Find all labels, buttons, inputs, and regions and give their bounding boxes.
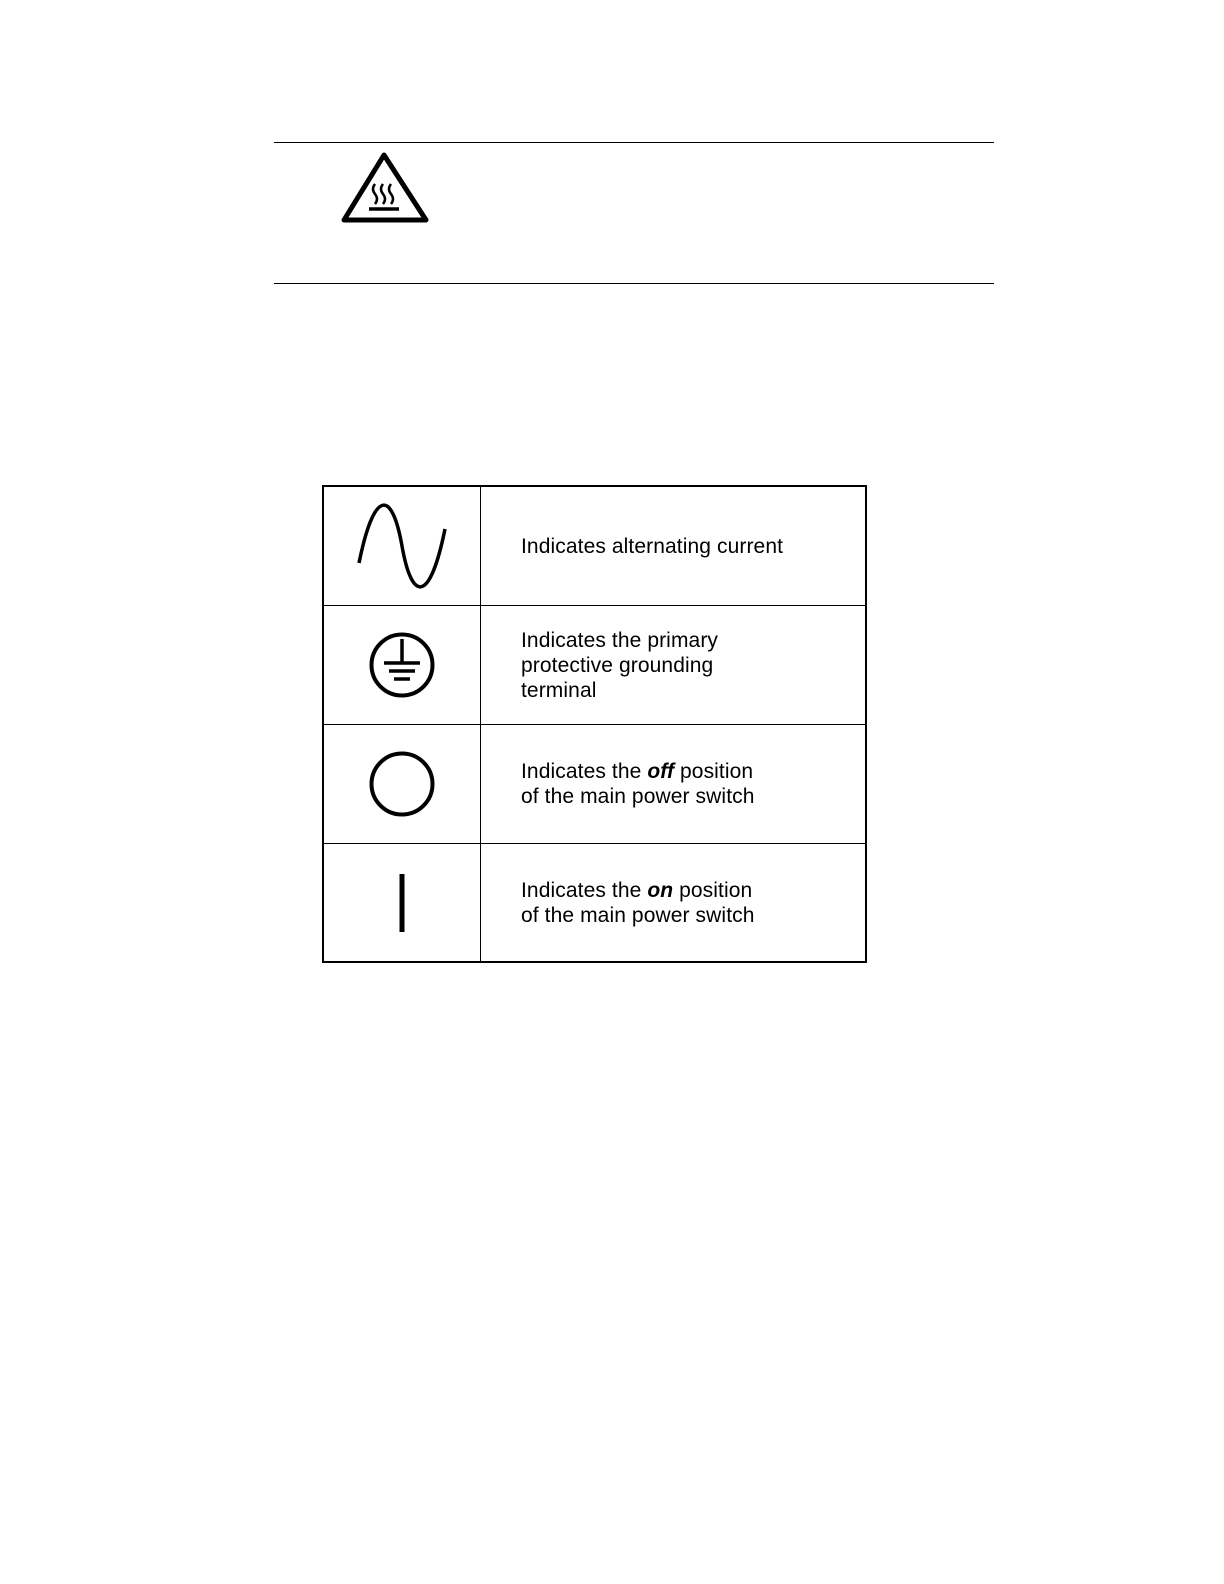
table-row <box>324 725 865 844</box>
description-line: of the main power switch <box>521 785 755 808</box>
description-text <box>521 759 755 809</box>
description-fragment: Indicates the <box>521 760 648 783</box>
power-on-icon <box>382 868 422 938</box>
description-line: protective grounding <box>521 653 714 677</box>
description-cell <box>481 606 865 724</box>
power-off-icon <box>362 744 442 824</box>
description-line: Indicates the primary <box>521 628 719 652</box>
symbol-table <box>322 485 867 963</box>
description-line: terminal <box>521 678 597 702</box>
description-fragment: position <box>674 760 754 783</box>
description-line <box>521 878 755 903</box>
description-line: of the main power switch <box>521 903 755 927</box>
emphasis-off: off <box>647 760 675 783</box>
symbol-cell <box>324 725 481 843</box>
symbol-cell <box>324 606 481 724</box>
alternating-current-icon <box>352 501 452 591</box>
description-fragment: Indicates the <box>521 878 648 902</box>
bottom-divider <box>274 283 994 284</box>
description-text <box>521 628 718 703</box>
emphasis-on: on <box>647 878 674 902</box>
description-text <box>521 534 783 559</box>
description-cell <box>481 844 865 961</box>
description-cell <box>481 487 865 605</box>
symbol-cell <box>324 844 481 961</box>
hot-surface-icon <box>340 150 430 225</box>
table-row <box>324 844 865 961</box>
protective-ground-icon <box>362 625 442 705</box>
table-row <box>324 487 865 606</box>
table-row <box>324 606 865 725</box>
description-cell <box>481 725 865 843</box>
top-divider <box>274 142 994 143</box>
description-fragment: position <box>673 878 753 902</box>
description-text <box>521 878 755 928</box>
description-line <box>521 759 755 784</box>
description-line: Indicates alternating current <box>521 534 784 558</box>
symbol-cell <box>324 487 481 605</box>
